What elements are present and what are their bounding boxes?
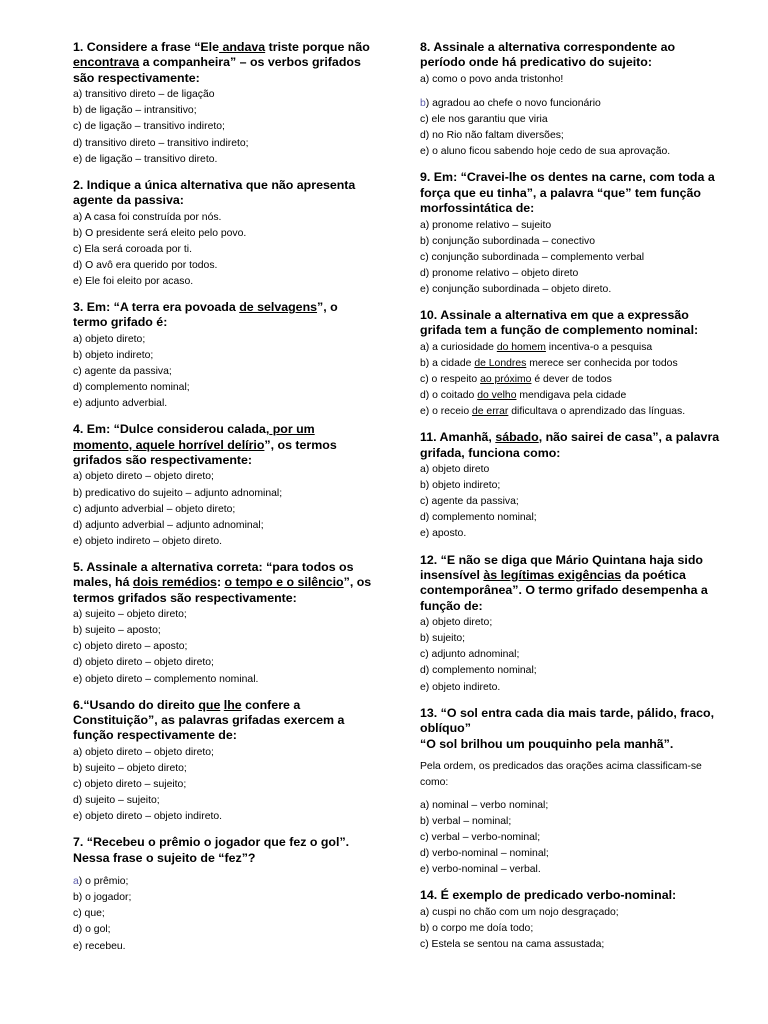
option-item: b) o corpo me doía todo;: [420, 922, 534, 934]
question-stem: [420, 706, 720, 737]
option-text: d) o coitado: [420, 390, 478, 402]
stem-text: Assinale a alternativa correta: “para todos os males, há: [73, 559, 354, 590]
option-text: c) o respeito: [420, 373, 481, 385]
stem-text: a companheira” – os verbos grifados são respectivamente:: [73, 55, 361, 85]
option-item: a) pronome relativo – sujeito: [420, 219, 552, 231]
options-list: [420, 340, 720, 420]
right-column: [420, 40, 720, 963]
option-item: [420, 340, 720, 356]
question-number: 2.: [73, 177, 84, 192]
option-item: b) o jogador;: [73, 892, 132, 904]
option-item: d) complemento nominal;: [420, 512, 537, 524]
question-stem-line-2: “O sol brilhou um pouquinho pela manhã”.: [420, 737, 674, 752]
option-item: c) Ela será coroada por ti.: [73, 243, 192, 255]
option-item: b) sujeito;: [420, 633, 466, 645]
question-stem: [420, 308, 720, 339]
question-number: 5.: [73, 559, 84, 574]
option-text: dificultava o aprendizado das línguas.: [508, 406, 686, 418]
option-item: c) adjunto adverbial – objeto direto;: [73, 503, 236, 515]
question-number: 13.: [420, 705, 438, 720]
option-item: b) de ligação – intransitivo;: [73, 105, 197, 117]
underlined-term: que: [198, 697, 221, 712]
stem-text: triste porque não: [265, 40, 370, 54]
option-item: e) de ligação – transitivo direto.: [73, 153, 218, 165]
question-14: [420, 888, 720, 953]
question-number: 10.: [420, 307, 438, 322]
option-item: a) objeto direto: [420, 464, 490, 476]
option-item: a) transitivo direto – de ligação: [73, 89, 215, 101]
question-prose: Pela ordem, os predicados das orações acima classificam-se como:: [420, 760, 702, 788]
options-list: [73, 332, 373, 412]
question-number: 14.: [420, 888, 438, 903]
underlined-term: do velho: [477, 390, 517, 402]
option-item: b) objeto indireto;: [73, 349, 154, 361]
options-list: [73, 745, 373, 825]
options-list: [73, 607, 373, 687]
question-stem: [420, 553, 720, 615]
option-item: d) sujeito – sujeito;: [73, 795, 160, 807]
option-item: e) objeto direto – complemento nominal.: [73, 673, 259, 685]
stem-text: “Usando do direito: [83, 697, 199, 712]
options-list: [73, 210, 373, 290]
option-item: c) ele nos garantiu que viria: [420, 114, 548, 125]
option-item: e) adjunto adverbial.: [73, 398, 168, 410]
option-item: a) sujeito – objeto direto;: [73, 609, 187, 621]
option-item: e) verbo-nominal – verbal.: [420, 864, 541, 876]
option-item: e) Ele foi eleito por acaso.: [73, 275, 194, 287]
option-item: a) cuspi no chão com um nojo desgraçado;: [420, 906, 619, 918]
question-6: [73, 698, 373, 826]
option-item: c) verbal – verbo-nominal;: [420, 832, 541, 844]
question-4: [73, 422, 373, 550]
options-list: [73, 874, 373, 954]
option-item: c) adjunto adnominal;: [420, 649, 520, 661]
question-10: [420, 308, 720, 420]
underlined-term: o tempo e o silêncio: [224, 575, 344, 590]
stem-text: “E não se diga que Mário Quintana haja sido insensível: [420, 552, 703, 582]
option-item: a) o prêmio;: [73, 876, 129, 888]
option-item: b) sujeito – objeto direto;: [73, 762, 187, 774]
underlined-term: dois remédios: [132, 575, 217, 590]
question-number: 3.: [73, 299, 84, 314]
question-number: 6.: [73, 697, 84, 712]
question-1: [73, 40, 373, 168]
option-item: c) objeto direto – aposto;: [73, 641, 188, 653]
underlined-term: de selvagens: [239, 299, 318, 314]
option-item: a) objeto direto – objeto direto;: [73, 471, 214, 483]
option-item: b) objeto indireto;: [420, 480, 501, 492]
question-stem: [73, 560, 373, 606]
question-stem: [420, 430, 720, 461]
option-text: é dever de todos: [531, 373, 612, 385]
question-number: 8.: [420, 40, 431, 54]
options-list: [420, 615, 720, 695]
question-stem: [420, 170, 720, 216]
underlined-term: de errar: [471, 406, 509, 418]
option-text: incentiva-o a pesquisa: [545, 341, 653, 353]
options-list: [420, 218, 720, 298]
option-item: e) aposto.: [420, 528, 467, 540]
option-item: c) que;: [73, 908, 105, 920]
stem-text: , não sairei de casa”, a palavra grifada, funciona como:: [420, 430, 720, 460]
stem-text: “O sol entra cada dia mais tarde, pálido, fraco, oblíquo”: [420, 705, 715, 736]
option-item: e) objeto indireto – objeto direto.: [73, 535, 223, 547]
stem-text: ”, os termos grifados são respectivamente:: [73, 437, 337, 468]
option-item: a) como o povo anda tristonho!: [420, 73, 564, 85]
question-stem: [73, 178, 373, 209]
option-item: c) objeto direto – sujeito;: [73, 779, 187, 791]
underlined-term: de Londres: [474, 357, 527, 369]
stem-text: Em: “Dulce considerou calada,: [83, 422, 270, 437]
option-item: e) recebeu.: [73, 940, 126, 952]
underlined-term: andava: [219, 40, 266, 54]
question-7: [73, 835, 373, 954]
option-text: mendigava pela cidade: [516, 390, 627, 402]
question-2: [73, 178, 373, 290]
option-item: e) objeto direto – objeto indireto.: [73, 811, 223, 823]
option-item: a) objeto direto;: [420, 617, 493, 629]
option-item: d) transitivo direto – transitivo indireto;: [73, 137, 249, 149]
left-column: [73, 40, 373, 965]
underlined-term: lhe: [223, 697, 242, 712]
stem-text: Em: “A terra era povoada: [83, 299, 240, 314]
option-item: a) nominal – verbo nominal;: [420, 799, 549, 811]
options-list: [420, 72, 720, 160]
option-item: b) verbal – nominal;: [420, 815, 512, 827]
question-5: [73, 560, 373, 688]
options-list: [73, 469, 373, 549]
option-item: b) agradou ao chefe o novo funcionário: [420, 97, 601, 109]
option-item: e) o aluno ficou sabendo hoje cedo de sua aprovação.: [420, 146, 671, 158]
stem-text: ”, o termo grifado é:: [73, 299, 338, 330]
stem-text: É exemplo de predicado verbo-nominal:: [437, 888, 677, 903]
stem-text: da poética contemporânea”. O termo grifado desempenha a função de:: [420, 567, 708, 613]
option-item: [420, 356, 720, 372]
option-item: c) conjunção subordinada – complemento verbal: [420, 251, 645, 263]
question-number: 4.: [73, 422, 84, 437]
question-13: [420, 706, 720, 879]
question-stem: [73, 40, 373, 86]
stem-text: “Recebeu o prêmio o jogador que fez o gol”. Nessa frase o sujeito de “fez”?: [73, 835, 350, 865]
question-number: 12.: [420, 552, 438, 567]
stem-text: confere a Constituição”, as palavras grifadas exercem a função respectivamente de:: [73, 697, 345, 743]
stem-text: Assinale a alternativa em que a expressão grifada tem a função de complemento nominal:: [420, 307, 699, 338]
option-text: a) a curiosidade: [420, 341, 497, 353]
question-stem: [73, 422, 373, 468]
question-number: 9.: [420, 170, 431, 185]
option-item: b) conjunção subordinada – conectivo: [420, 235, 596, 247]
option-item: d) O avô era querido por todos.: [73, 259, 218, 271]
underlined-term: sábado: [495, 430, 539, 445]
option-item: b) predicativo do sujeito – adjunto adnominal;: [73, 487, 283, 499]
question-8: [420, 40, 720, 160]
question-stem: [73, 300, 373, 331]
stem-text: Amanhã,: [436, 430, 496, 445]
question-number: 11.: [420, 430, 437, 445]
underlined-term: às legítimas exigências: [483, 567, 622, 582]
option-item: d) pronome relativo – objeto direto: [420, 267, 579, 279]
question-stem: [73, 835, 373, 866]
option-item: [420, 372, 720, 388]
question-12: [420, 553, 720, 696]
options-list: [420, 905, 720, 953]
faint-letter: b: [420, 97, 426, 109]
option-item: d) verbo-nominal – nominal;: [420, 848, 549, 860]
question-11: [420, 430, 720, 542]
underlined-term: ao próximo: [480, 373, 532, 385]
option-item: c) agente da passiva;: [73, 365, 172, 377]
option-item: d) adjunto adverbial – adjunto adnominal;: [73, 519, 264, 531]
options-list: [420, 462, 720, 542]
option-text: e) o receio: [420, 406, 472, 418]
option-item: e) objeto indireto.: [420, 681, 501, 693]
question-stem: [420, 888, 720, 903]
option-item: a) objeto direto;: [73, 333, 146, 345]
stem-text: :: [216, 575, 225, 590]
underlined-term: encontrava: [73, 55, 140, 70]
question-stem: [73, 698, 373, 744]
question-3: [73, 300, 373, 412]
option-text: merece ser conhecida por todos: [526, 357, 678, 369]
option-item: [420, 404, 720, 420]
option-item: d) no Rio não faltam diversões;: [420, 130, 564, 142]
option-item: c) agente da passiva;: [420, 496, 519, 508]
option-item: b) sujeito – aposto;: [73, 625, 161, 637]
options-list: [73, 87, 373, 167]
stem-text: Assinale a alternativa correspondente ao período onde há predicativo do sujeito:: [420, 40, 676, 70]
option-item: c) Estela se sentou na cama assustada;: [420, 938, 605, 950]
stem-text: Considere a frase “Ele: [83, 40, 220, 54]
option-item: a) objeto direto – objeto direto;: [73, 746, 214, 758]
option-item: d) objeto direto – objeto direto;: [73, 657, 214, 669]
question-number: 1.: [73, 40, 84, 54]
option-item: d) complemento nominal;: [420, 665, 537, 677]
option-item: [420, 388, 720, 404]
option-item: a) A casa foi construída por nós.: [73, 211, 222, 223]
underlined-term: do homem: [496, 341, 546, 353]
stem-text: Indique a única alternativa que não apresenta agente da passiva:: [73, 177, 356, 208]
question-number: 7.: [73, 835, 84, 850]
option-item: b) O presidente será eleito pelo povo.: [73, 227, 247, 239]
stem-text: ”, os termos grifados são respectivamente:: [73, 575, 372, 605]
question-stem: [420, 40, 720, 71]
underlined-term: por um momento, aquele horrível delírio: [73, 422, 315, 452]
option-item: d) o gol;: [73, 924, 111, 936]
faint-letter: a: [73, 876, 79, 888]
option-item: e) conjunção subordinada – objeto direto.: [420, 283, 612, 295]
options-list: [420, 798, 720, 878]
option-text: b) a cidade: [420, 357, 475, 369]
option-item: d) complemento nominal;: [73, 382, 190, 394]
stem-text: Em: “Cravei-lhe os dentes na carne, com toda a força que eu tinha”, a palavra “que” tem função morfossintática de:: [420, 170, 715, 216]
question-9: [420, 170, 720, 298]
option-item: c) de ligação – transitivo indireto;: [73, 121, 225, 133]
